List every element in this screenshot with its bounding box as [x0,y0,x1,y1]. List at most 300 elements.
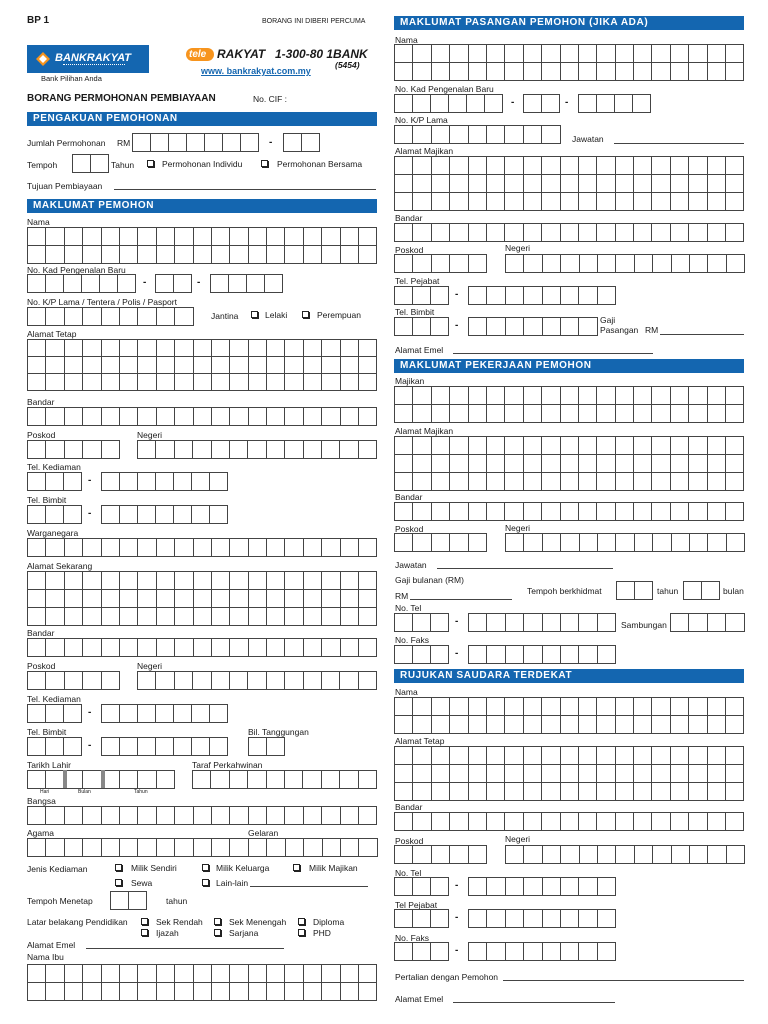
char-box[interactable] [671,783,689,801]
char-box[interactable] [689,716,707,734]
char-box[interactable] [212,408,230,426]
char-box[interactable] [285,608,303,626]
char-box[interactable] [395,698,413,716]
char-box[interactable] [708,63,726,81]
bangsa-input[interactable] [27,806,377,825]
char-box[interactable] [672,846,690,864]
char-box[interactable] [432,534,450,552]
tel-bimbit-a[interactable] [27,505,82,524]
char-box[interactable] [524,503,542,521]
char-box[interactable] [102,639,120,657]
char-box[interactable] [157,572,175,590]
char-box[interactable] [671,716,689,734]
char-box[interactable] [65,965,83,983]
char-box[interactable] [28,408,46,426]
char-box[interactable] [652,63,670,81]
char-box[interactable] [138,705,156,723]
char-box[interactable] [432,224,450,242]
char-box[interactable] [341,965,359,983]
char-box[interactable] [212,441,230,459]
char-box[interactable] [432,698,450,716]
char-box[interactable] [249,357,267,374]
pasangan-ic-baru-b[interactable] [523,94,560,113]
char-box[interactable] [267,374,285,391]
char-box[interactable] [413,943,431,961]
char-box[interactable] [580,534,598,552]
char-box[interactable] [194,807,212,825]
char-box[interactable] [267,590,285,608]
char-box[interactable] [175,357,193,374]
char-box[interactable] [487,747,505,765]
char-box[interactable] [194,608,212,626]
char-box[interactable] [46,738,64,756]
char-box[interactable] [322,965,340,983]
char-box[interactable] [450,224,468,242]
char-box[interactable] [689,45,707,63]
char-box[interactable] [138,246,156,264]
char-box[interactable] [524,437,542,455]
char-box[interactable] [505,193,523,211]
char-box[interactable] [469,455,487,473]
pasangan-bandar-input[interactable] [394,223,744,242]
char-box[interactable] [450,716,468,734]
alamat-tetap-input[interactable] [27,339,377,391]
char-box[interactable] [487,405,505,423]
char-box[interactable] [395,45,413,63]
char-box[interactable] [597,387,615,405]
char-box[interactable] [28,275,46,293]
char-box[interactable] [73,155,91,173]
char-box[interactable] [395,193,413,211]
char-box[interactable] [28,965,46,983]
char-box[interactable] [634,503,652,521]
char-box[interactable] [542,387,560,405]
char-box[interactable] [194,590,212,608]
char-box[interactable] [469,910,487,928]
char-box[interactable] [579,646,597,664]
char-box[interactable] [505,698,523,716]
char-box[interactable] [212,965,230,983]
char-box[interactable] [102,672,120,690]
char-box[interactable] [120,807,138,825]
char-box[interactable] [267,608,285,626]
char-box[interactable] [469,405,487,423]
char-box[interactable] [46,228,64,246]
char-box[interactable] [561,45,579,63]
pasangan-tel-pejabat-a[interactable] [394,286,449,305]
char-box[interactable] [506,287,524,305]
char-box[interactable] [634,765,652,783]
char-box[interactable] [413,387,431,405]
char-box[interactable] [65,590,83,608]
char-box[interactable] [487,783,505,801]
char-box[interactable] [432,405,450,423]
char-box[interactable] [359,340,377,357]
char-box[interactable] [285,572,303,590]
char-box[interactable] [524,157,542,175]
char-box[interactable] [469,126,487,144]
char-box[interactable] [359,839,377,857]
char-box[interactable] [726,698,744,716]
checkbox-phd[interactable] [298,929,305,936]
char-box[interactable] [120,771,138,789]
char-box[interactable] [506,878,524,896]
char-box[interactable] [46,965,64,983]
char-box[interactable] [194,408,212,426]
checkbox-lelaki[interactable] [251,311,258,318]
char-box[interactable] [506,534,524,552]
char-box[interactable] [616,698,634,716]
checkbox-sek-menengah[interactable] [214,918,221,925]
char-box[interactable] [432,193,450,211]
char-box[interactable] [102,340,120,357]
char-box[interactable] [671,503,689,521]
char-box[interactable] [230,965,248,983]
char-box[interactable] [524,747,542,765]
char-box[interactable] [395,534,413,552]
char-box[interactable] [597,765,615,783]
char-box[interactable] [690,846,708,864]
char-box[interactable] [652,157,670,175]
char-box[interactable] [432,813,450,831]
char-box[interactable] [46,441,64,459]
char-box[interactable] [450,455,468,473]
ic-baru-a[interactable] [27,274,136,293]
char-box[interactable] [304,807,322,825]
char-box[interactable] [102,705,120,723]
char-box[interactable] [285,246,303,264]
char-box[interactable] [524,646,542,664]
char-box[interactable] [395,878,413,896]
char-box[interactable] [138,983,156,1001]
char-box[interactable] [616,63,634,81]
char-box[interactable] [120,228,138,246]
char-box[interactable] [432,255,450,273]
char-box[interactable] [395,224,413,242]
char-box[interactable] [450,387,468,405]
char-box[interactable] [46,340,64,357]
char-box[interactable] [267,357,285,374]
char-box[interactable] [542,698,560,716]
char-box[interactable] [432,437,450,455]
char-box[interactable] [174,705,192,723]
char-box[interactable] [579,614,597,632]
char-box[interactable] [248,441,266,459]
char-box[interactable] [157,228,175,246]
char-box[interactable] [505,747,523,765]
char-box[interactable] [267,771,285,789]
char-box[interactable] [449,95,467,113]
char-box[interactable] [303,771,321,789]
char-box[interactable] [542,224,560,242]
char-box[interactable] [175,374,193,391]
char-box[interactable] [487,45,505,63]
char-box[interactable] [561,646,579,664]
char-box[interactable] [83,572,101,590]
char-box[interactable] [395,943,413,961]
char-box[interactable] [524,716,542,734]
char-box[interactable] [413,646,431,664]
char-box[interactable] [652,716,670,734]
char-box[interactable] [174,738,192,756]
char-box[interactable] [597,193,615,211]
char-box[interactable] [726,455,744,473]
char-box[interactable] [542,45,560,63]
rujukan-emel-line[interactable] [453,1002,615,1003]
char-box[interactable] [633,95,651,113]
char-box[interactable] [652,473,670,491]
char-box[interactable] [138,340,156,357]
char-box[interactable] [524,813,542,831]
char-box[interactable] [223,134,241,152]
char-box[interactable] [561,437,579,455]
char-box[interactable] [120,246,138,264]
char-box[interactable] [432,63,450,81]
char-box[interactable] [561,455,579,473]
char-box[interactable] [597,157,615,175]
char-box[interactable] [689,437,707,455]
char-box[interactable] [302,134,320,152]
char-box[interactable] [413,878,431,896]
char-box[interactable] [413,614,431,632]
char-box[interactable] [28,441,46,459]
rujukan-no-faks-b[interactable] [468,942,616,961]
char-box[interactable] [726,387,744,405]
char-box[interactable] [450,255,468,273]
char-box[interactable] [524,910,542,928]
char-box[interactable] [265,275,283,293]
char-box[interactable] [83,771,101,789]
char-box[interactable] [561,943,579,961]
char-box[interactable] [597,716,615,734]
char-box[interactable] [304,228,322,246]
char-box[interactable] [561,747,579,765]
char-box[interactable] [28,246,46,264]
char-box[interactable] [431,878,449,896]
char-box[interactable] [543,646,561,664]
char-box[interactable] [138,590,156,608]
char-box[interactable] [138,807,156,825]
char-box[interactable] [634,747,652,765]
char-box[interactable] [212,672,230,690]
char-box[interactable] [413,437,431,455]
char-box[interactable] [395,783,413,801]
char-box[interactable] [83,228,101,246]
char-box[interactable] [212,374,230,391]
char-box[interactable] [230,408,248,426]
char-box[interactable] [579,455,597,473]
char-box[interactable] [138,771,156,789]
char-box[interactable] [505,437,523,455]
char-box[interactable] [726,716,744,734]
char-box[interactable] [561,614,579,632]
char-box[interactable] [597,405,615,423]
char-box[interactable] [432,455,450,473]
char-box[interactable] [341,807,359,825]
char-box[interactable] [598,878,616,896]
char-box[interactable] [285,357,303,374]
char-box[interactable] [616,765,634,783]
char-box[interactable] [597,503,615,521]
char-box[interactable] [598,646,616,664]
char-box[interactable] [671,175,689,193]
char-box[interactable] [615,95,633,113]
char-box[interactable] [634,716,652,734]
char-box[interactable] [133,134,151,152]
char-box[interactable] [634,813,652,831]
char-box[interactable] [395,318,413,336]
char-box[interactable] [46,473,64,491]
char-box[interactable] [579,175,597,193]
char-box[interactable] [395,255,413,273]
char-box[interactable] [212,572,230,590]
char-box[interactable] [230,374,248,391]
char-box[interactable] [634,157,652,175]
char-box[interactable] [395,455,413,473]
char-box[interactable] [230,639,248,657]
char-box[interactable] [579,503,597,521]
char-box[interactable] [341,590,359,608]
char-box[interactable] [579,910,597,928]
char-box[interactable] [506,255,524,273]
char-box[interactable] [194,839,212,857]
char-box[interactable] [322,228,340,246]
char-box[interactable] [157,340,175,357]
char-box[interactable] [413,765,431,783]
char-box[interactable] [102,590,120,608]
char-box[interactable] [413,175,431,193]
pasangan-poskod-input[interactable] [394,254,487,273]
char-box[interactable] [395,846,413,864]
char-box[interactable] [65,639,83,657]
char-box[interactable] [249,839,267,857]
char-box[interactable] [561,287,579,305]
char-box[interactable] [634,455,652,473]
char-box[interactable] [431,287,449,305]
char-box[interactable] [157,374,175,391]
char-box[interactable] [230,608,248,626]
char-box[interactable] [524,455,542,473]
char-box[interactable] [28,228,46,246]
char-box[interactable] [194,572,212,590]
char-box[interactable] [28,738,46,756]
char-box[interactable] [175,965,193,983]
char-box[interactable] [175,228,193,246]
char-box[interactable] [542,747,560,765]
char-box[interactable] [157,408,175,426]
char-box[interactable] [138,374,156,391]
pasangan-jawatan-line[interactable] [614,143,744,144]
char-box[interactable] [285,807,303,825]
char-box[interactable] [120,506,138,524]
char-box[interactable] [156,473,174,491]
lain-line[interactable] [250,886,368,887]
checkbox-milik-sendiri[interactable] [115,864,122,871]
char-box[interactable] [395,813,413,831]
rujukan-tel-pejabat-b[interactable] [468,909,616,928]
char-box[interactable] [708,455,726,473]
char-box[interactable] [524,614,542,632]
char-box[interactable] [487,63,505,81]
char-box[interactable] [598,534,616,552]
char-box[interactable] [304,672,322,690]
char-box[interactable] [432,503,450,521]
char-box[interactable] [83,965,101,983]
char-box[interactable] [579,387,597,405]
char-box[interactable] [487,318,505,336]
char-box[interactable] [579,747,597,765]
char-box[interactable] [46,506,64,524]
char-box[interactable] [249,374,267,391]
char-box[interactable] [267,672,285,690]
char-box[interactable] [432,783,450,801]
char-box[interactable] [432,765,450,783]
char-box[interactable] [432,716,450,734]
char-box[interactable] [413,255,431,273]
char-box[interactable] [579,765,597,783]
char-box[interactable] [524,534,542,552]
checkbox-sek-rendah[interactable] [141,918,148,925]
char-box[interactable] [597,224,615,242]
char-box[interactable] [652,387,670,405]
char-box[interactable] [542,63,560,81]
poskod-input[interactable] [27,440,120,459]
char-box[interactable] [138,357,156,374]
char-box[interactable] [542,503,560,521]
char-box[interactable] [597,45,615,63]
char-box[interactable] [597,813,615,831]
char-box[interactable] [322,340,340,357]
char-box[interactable] [506,646,524,664]
char-box[interactable] [138,672,156,690]
char-box[interactable] [102,308,120,326]
char-box[interactable] [561,534,579,552]
char-box[interactable] [175,340,193,357]
char-box[interactable] [616,846,634,864]
char-box[interactable] [157,965,175,983]
char-box[interactable] [727,255,745,273]
pasangan-ic-baru-a[interactable] [394,94,503,113]
char-box[interactable] [46,983,64,1001]
char-box[interactable] [561,175,579,193]
char-box[interactable] [469,224,487,242]
char-box[interactable] [249,539,267,557]
char-box[interactable] [505,473,523,491]
char-box[interactable] [524,224,542,242]
char-box[interactable] [561,157,579,175]
ic-baru-c[interactable] [210,274,283,293]
char-box[interactable] [487,455,505,473]
char-box[interactable] [157,983,175,1001]
char-box[interactable] [174,506,192,524]
char-box[interactable] [304,539,322,557]
pasangan-emel-line[interactable] [453,353,653,354]
char-box[interactable] [726,224,744,242]
char-box[interactable] [138,473,156,491]
char-box[interactable] [192,473,210,491]
char-box[interactable] [175,590,193,608]
char-box[interactable] [671,63,689,81]
char-box[interactable] [241,134,259,152]
char-box[interactable] [506,614,524,632]
char-box[interactable] [413,45,431,63]
char-box[interactable] [286,839,304,857]
char-box[interactable] [542,95,560,113]
char-box[interactable] [102,473,120,491]
char-box[interactable] [230,441,248,459]
char-box[interactable] [634,224,652,242]
char-box[interactable] [561,473,579,491]
